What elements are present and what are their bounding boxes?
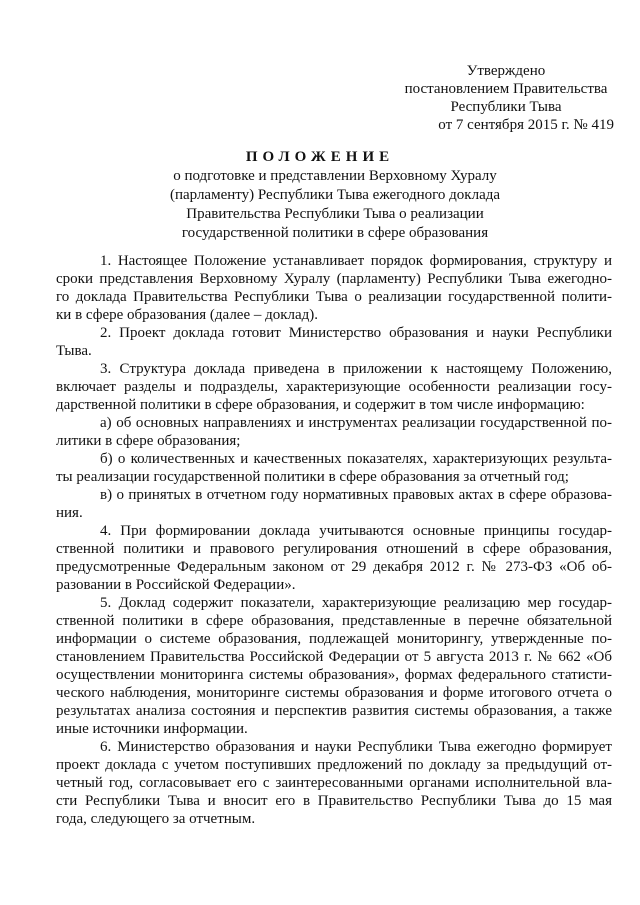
subtitle-line: (парламенту) Республики Тыва ежегодного доклада <box>169 187 501 203</box>
paragraph-4 <box>56 522 612 594</box>
text-line: а) об основных направлениях и инструментах реализации государственной по- <box>100 415 612 431</box>
text-line: включает разделы и подразделы, характеризующие особенности реализации госу- <box>56 379 612 395</box>
paragraph-3a <box>56 414 612 450</box>
text-line: проект доклада с учетом поступивших предложений по докладу за предыдущий от- <box>56 757 612 773</box>
text-line: ческого наблюдения, мониторинге системы образования и форме итогового отчета о <box>56 685 612 701</box>
text-line: сроки представления Верховному Хуралу (парламенту) Республики Тыва ежегодно- <box>56 271 612 287</box>
text-line: дарственной политики в сфере образования, и содержит в том числе информацию: <box>56 397 585 413</box>
text-line: года, следующего за отчетным. <box>56 811 256 827</box>
text-line: предусмотренные Федеральным законом от 29 декабря 2012 г. № 273-ФЗ «Об об- <box>56 559 612 575</box>
document-subtitle <box>0 167 640 243</box>
text-line: осуществлении мониторинга системы образования», формах федерального статисти- <box>56 667 612 683</box>
text-line: результатах анализа состояния и перспектив развития системы образования, а также <box>56 703 612 719</box>
approval-line: Республики Тыва <box>450 99 562 115</box>
paragraph-3c <box>56 486 612 522</box>
text-line: го доклада Правительства Республики Тыва о реализации государственной полити- <box>56 289 612 305</box>
text-line: ния. <box>56 505 83 521</box>
text-line: 6. Министерство образования и науки Республики Тыва ежегодно формирует <box>100 739 612 755</box>
text-line: становлением Правительства Российской Федерации от 5 августа 2013 г. № 662 «Об <box>56 649 612 665</box>
subtitle-line: Правительства Республики Тыва о реализации <box>186 206 484 222</box>
text-line: 2. Проект доклада готовит Министерство образования и науки Республики <box>100 325 612 341</box>
document-body <box>56 252 612 828</box>
text-line: в) о принятых в отчетном году нормативных правовых актах в сфере образова- <box>100 487 612 503</box>
subtitle-line: о подготовке и представлении Верховному Хуралу <box>173 168 497 184</box>
text-line: сти Республики Тыва и вносит его в Правительство Республики Тыва до 15 мая <box>56 793 612 809</box>
text-line: 4. При формировании доклада учитываются основные принципы государ- <box>100 523 612 539</box>
text-line: б) о количественных и качественных показателях, характеризующих результа- <box>100 451 612 467</box>
approval-date-line: от 7 сентября 2015 г. № 419 <box>438 117 614 133</box>
paragraph-3b <box>56 450 612 486</box>
text-line: четный год, согласовывает его с заинтересованными органами исполнительной вла- <box>56 775 612 791</box>
text-line: информации о системе образования, подлежащей мониторингу, утвержденные по- <box>56 631 612 647</box>
paragraph-2 <box>56 324 612 360</box>
text-line: 5. Доклад содержит показатели, характеризующие реализацию мер государ- <box>100 595 612 611</box>
approval-line: Утверждено <box>466 63 546 79</box>
text-line: литики в сфере образования; <box>56 433 241 449</box>
text-line: ки в сфере образования (далее – доклад). <box>56 307 319 323</box>
text-line: 3. Структура доклада приведена в приложении к настоящему Положению, <box>100 361 612 377</box>
text-line: иные источники информации. <box>56 721 248 737</box>
paragraph-3 <box>56 360 612 414</box>
document-title: ПОЛОЖЕНИЕ <box>245 149 395 165</box>
paragraph-1 <box>56 252 612 324</box>
text-line: ственной политики и правового регулирования отношений в сфере образования, <box>56 541 612 557</box>
text-line: ственной политики в сфере образования, представленные в перечне обязательной <box>56 613 612 629</box>
text-line: разовании в Российской Федерации». <box>56 577 296 593</box>
text-line: ты реализации государственной политики в сфере образования за отчетный год; <box>56 469 569 485</box>
approval-stamp <box>384 62 628 134</box>
text-line: Тыва. <box>56 343 92 359</box>
subtitle-line: государственной политики в сфере образования <box>181 225 489 241</box>
text-line: 1. Настоящее Положение устанавливает порядок формирования, структуру и <box>100 253 612 269</box>
paragraph-6 <box>56 738 612 828</box>
paragraph-5 <box>56 594 612 738</box>
approval-line: постановлением Правительства <box>404 81 608 97</box>
